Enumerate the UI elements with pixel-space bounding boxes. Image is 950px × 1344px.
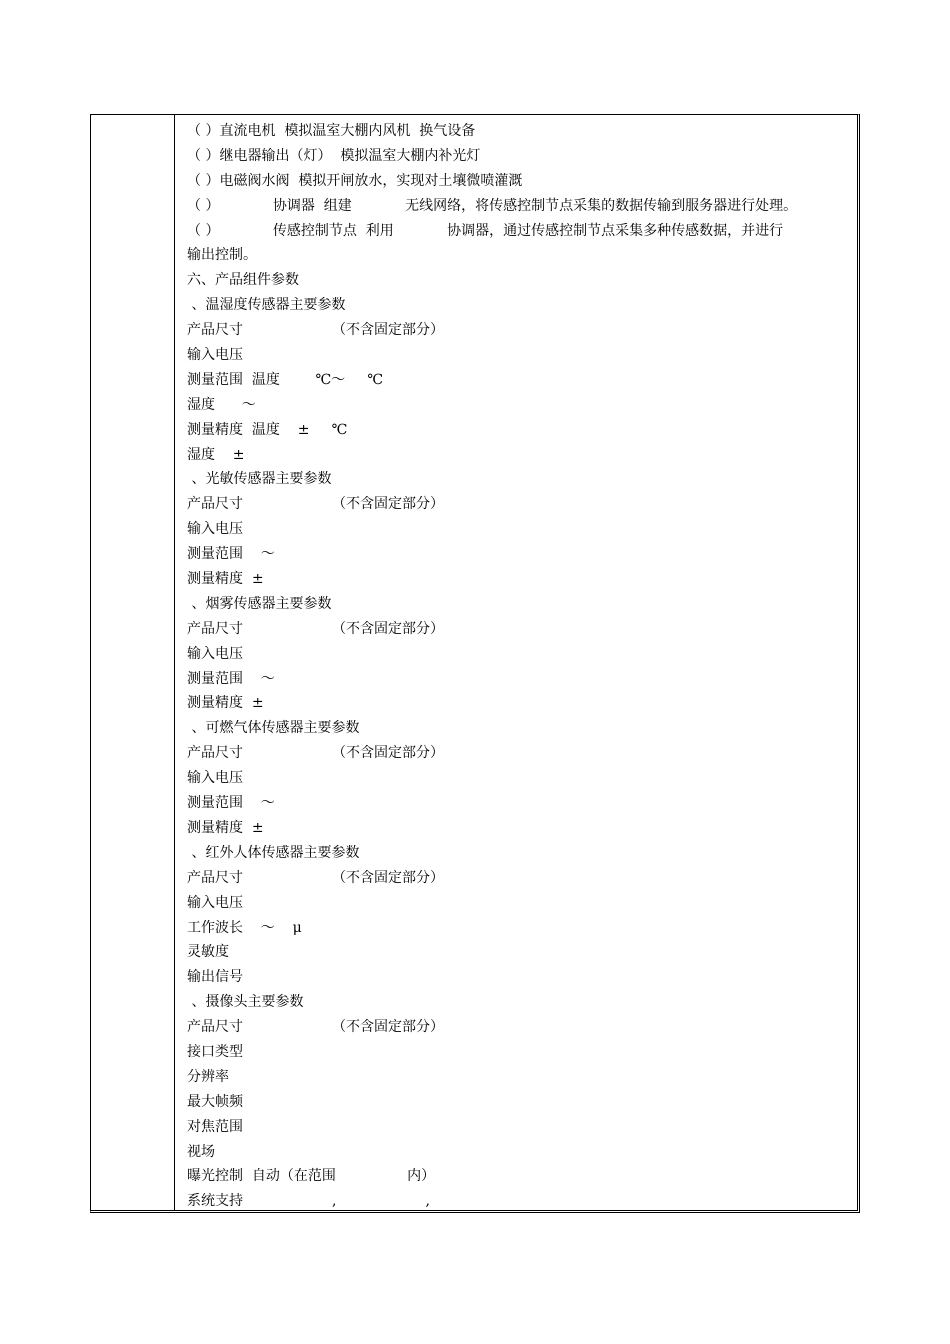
text-line: 测量精度 温度 ± ℃ bbox=[187, 421, 348, 438]
text-line: 对焦范围 bbox=[187, 1118, 243, 1135]
text-line: 测量精度 ± bbox=[187, 571, 264, 588]
text-line: 工作波长 ～ μ bbox=[187, 919, 302, 936]
text-line: 测量范围 温度 ℃～ ℃ bbox=[187, 371, 384, 388]
text-line: 测量范围 ～ bbox=[187, 670, 275, 687]
text-line: 测量精度 ± bbox=[187, 819, 264, 836]
subsection-heading: 、烟雾传感器主要参数 bbox=[187, 595, 332, 612]
text-line: （ ）电磁阀水阀 模拟开闸放水，实现对土壤微喷灌溉 bbox=[187, 172, 523, 189]
text-line: 产品尺寸 （不含固定部分） bbox=[187, 1019, 445, 1036]
text-line: 输入电压 bbox=[187, 645, 243, 662]
text-line: 产品尺寸 （不含固定部分） bbox=[187, 869, 445, 886]
text-line: 产品尺寸 （不含固定部分） bbox=[187, 620, 445, 637]
text-line: 产品尺寸 （不含固定部分） bbox=[187, 496, 445, 513]
text-line: （ ） 协调器 组建 无线网络，将传感控制节点采集的数据传输到服务器进行处理。 bbox=[187, 197, 798, 214]
text-line: （ ）直流电机 模拟温室大棚内风机 换气设备 bbox=[187, 123, 476, 139]
subsection-heading: 、摄像头主要参数 bbox=[187, 994, 304, 1011]
text-line: 分辨率 bbox=[187, 1068, 229, 1085]
subsection-heading: 、可燃气体传感器主要参数 bbox=[187, 720, 360, 737]
text-line: 测量精度 ± bbox=[187, 695, 264, 712]
text-line: 接口类型 bbox=[187, 1043, 243, 1060]
text-line: 输入电压 bbox=[187, 894, 243, 911]
text-line: 输入电压 bbox=[187, 521, 243, 538]
text-line: 湿度 ～ bbox=[187, 396, 256, 413]
text-line: 最大帧频 bbox=[187, 1093, 243, 1110]
text-line: 曝光控制 自动（在范围 内） bbox=[187, 1168, 436, 1185]
section-heading: 六、产品组件参数 bbox=[187, 272, 299, 289]
text-line: （ ）继电器输出（灯） 模拟温室大棚内补光灯 bbox=[187, 147, 481, 164]
table-left-column bbox=[91, 115, 175, 1210]
text-line: 输出信号 bbox=[187, 969, 243, 986]
spec-table bbox=[90, 114, 860, 1213]
text-line: 系统支持 , , bbox=[187, 1193, 430, 1210]
text-line: 产品尺寸 （不含固定部分） bbox=[187, 322, 445, 339]
text-line: 测量范围 ～ bbox=[187, 546, 275, 563]
subsection-heading: 、温湿度传感器主要参数 bbox=[187, 297, 346, 314]
text-line: （ ） 传感控制节点 利用 协调器，通过传感控制节点采集多种传感数据，并进行 bbox=[187, 222, 784, 239]
table-content-cell bbox=[187, 119, 857, 1214]
text-line: 湿度 ± bbox=[187, 446, 245, 463]
text-line: 输出控制。 bbox=[187, 247, 257, 264]
text-line: 输入电压 bbox=[187, 770, 243, 787]
text-line: 产品尺寸 （不含固定部分） bbox=[187, 745, 445, 762]
text-line: 输入电压 bbox=[187, 347, 243, 364]
text-line: 测量范围 ～ bbox=[187, 795, 275, 812]
subsection-heading: 、红外人体传感器主要参数 bbox=[187, 844, 360, 861]
subsection-heading: 、光敏传感器主要参数 bbox=[187, 471, 332, 488]
text-line: 灵敏度 bbox=[187, 944, 229, 961]
text-line: 视场 bbox=[187, 1143, 215, 1160]
